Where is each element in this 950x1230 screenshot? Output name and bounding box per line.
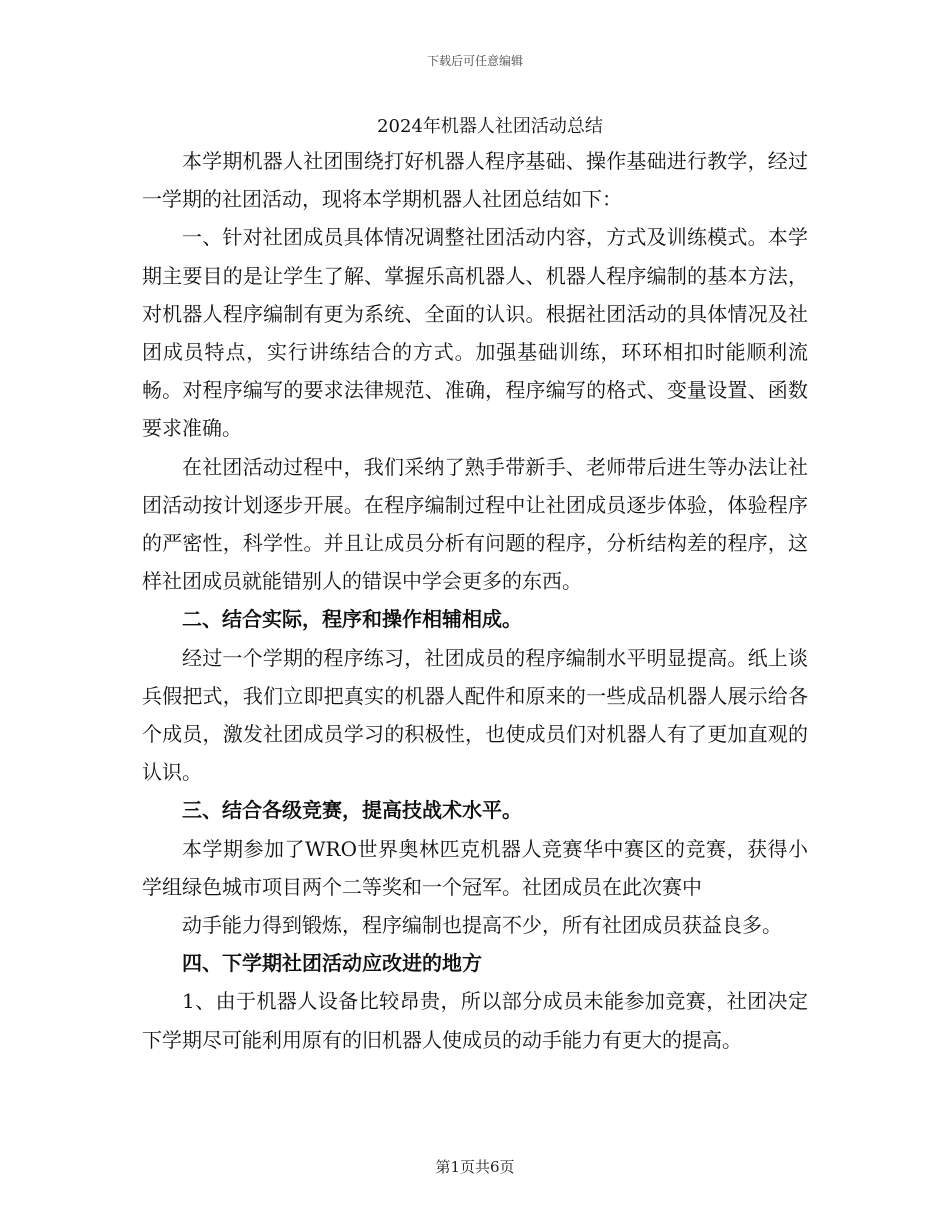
heading-section-4: 四、下学期社团活动应改进的地方: [182, 951, 482, 976]
paragraph-competition-result: 动手能力得到锻炼，程序编制也提高不少，所有社团成员获益良多。: [182, 913, 782, 938]
paragraph-section-1: 一、针对社团成员具体情况调整社团活动内容，方式及训练模式。本学期主要目的是让学生了解、掌握乐高机器人、机器人程序编制的基本方法，对机器人程序编制有更为系统、全面的认识。根据社团活动的具体情况及社团成员特点，实行讲练结合的方式。加强基础训练，环环相扣时能顺利流畅。对程序编写的要求法律规范、准确，程序编写的格式、变量设置、函数要求准确。: [142, 225, 808, 441]
page-number: 第1页共6页: [435, 1158, 515, 1176]
heading-section-2: 二、结合实际，程序和操作相辅相成。: [182, 607, 522, 632]
document-title: 2024年机器人社团活动总结: [377, 116, 603, 137]
document-body: [142, 112, 808, 1059]
heading-section-3: 三、结合各级竞赛，提高技战术水平。: [182, 798, 522, 823]
page-header-note: 下载后可任意编辑: [426, 54, 523, 68]
paragraph-improvement-1: 1、由于机器人设备比较昂贵，所以部分成员未能参加竞赛，社团决定下学期尽可能利用原有的旧机器人使成员的动手能力有更大的提高。: [142, 989, 808, 1052]
paragraph-activity-process: 在社团活动过程中，我们采纳了熟手带新手、老师带后进生等办法让社团活动按计划逐步开展。在程序编制过程中让社团成员逐步体验，体验程序的严密性，科学性。并且让成员分析有问题的程序，分析结构差的程序，这样社团成员就能错别人的错误中学会更多的东西。: [142, 454, 808, 594]
paragraph-practice: 经过一个学期的程序练习，社团成员的程序编制水平明显提高。纸上谈兵假把式，我们立即把真实的机器人配件和原来的一些成品机器人展示给各个成员，激发社团成员学习的积极性，也使成员们对机器人有了更加直观的认识。: [142, 645, 808, 785]
paragraph-competition: 本学期参加了WRO世界奥林匹克机器人竞赛华中赛区的竞赛，获得小学组绿色城市项目两个二等奖和一个冠军。社团成员在此次赛中: [142, 836, 808, 899]
paragraph-intro: 本学期机器人社团围绕打好机器人程序基础、操作基础进行教学，经过一学期的社团活动，现将本学期机器人社团总结如下：: [142, 149, 808, 212]
